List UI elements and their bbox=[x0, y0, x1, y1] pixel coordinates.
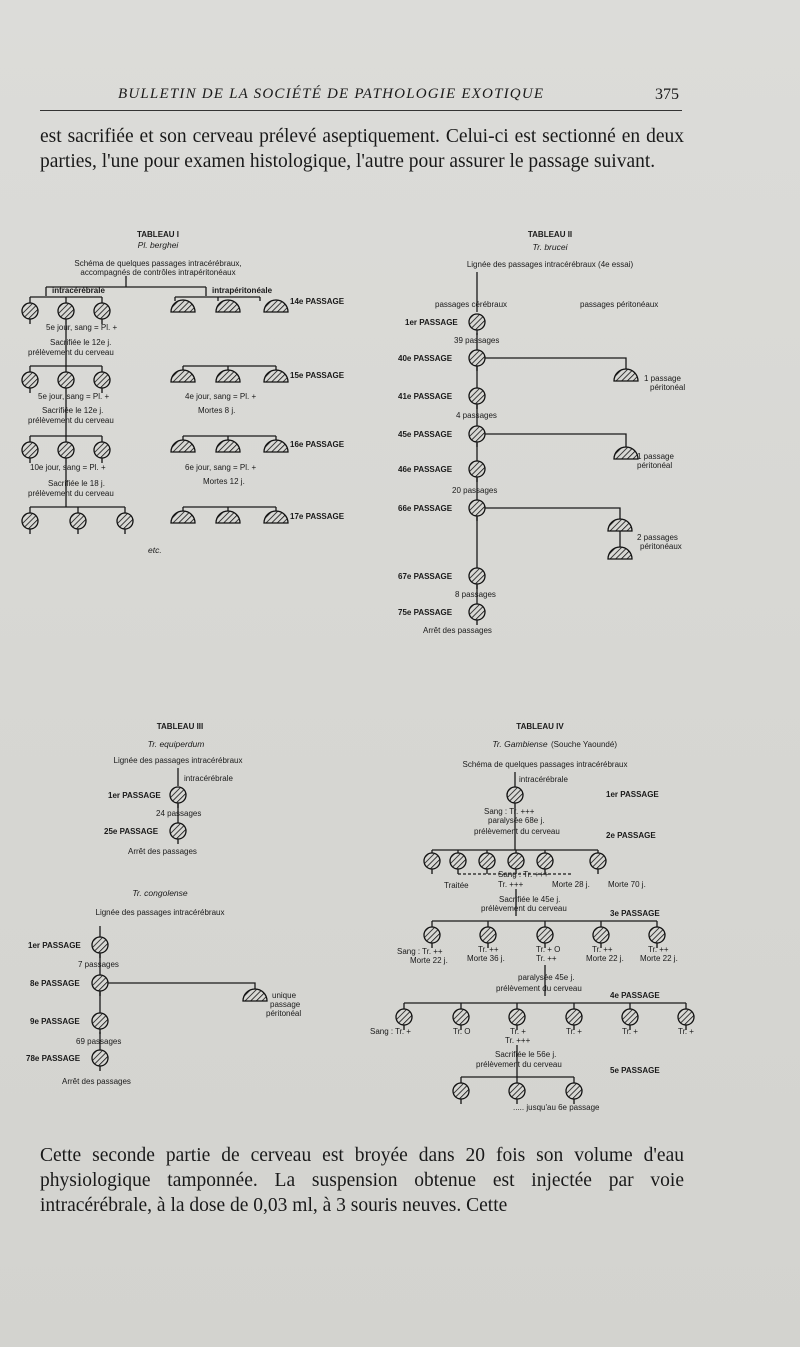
route-intraperitoneal: intrapéritonéale bbox=[212, 286, 273, 295]
t4-d2b: Morte 36 j. bbox=[467, 954, 505, 963]
t4-f3b: Tr. +++ bbox=[505, 1036, 531, 1045]
cg-end: Arrêt des passages bbox=[62, 1077, 131, 1086]
t4-d5b: Morte 22 j. bbox=[640, 954, 678, 963]
note-15-day: 5e jour, sang = Pl. + bbox=[38, 392, 110, 401]
note-16-ip-death: Mortes 12 j. bbox=[203, 477, 245, 486]
congolense-species: Tr. congolense bbox=[132, 888, 188, 898]
tableau-1-title: TABLEAU I bbox=[136, 230, 180, 239]
t4-b3: Tr. +++ bbox=[498, 880, 524, 889]
tableau-4-caption: Schéma de quelques passages intracérébraux bbox=[462, 760, 628, 769]
note-16-day: 10e jour, sang = Pl. + bbox=[30, 463, 106, 472]
t4-e2: prélèvement du cerveau bbox=[496, 984, 582, 993]
passage-17: 17e PASSAGE bbox=[290, 512, 345, 521]
tableau-4-species: Tr. Gambiense bbox=[492, 739, 548, 749]
t4-g1: Sacrifiée le 56e j. bbox=[495, 1050, 557, 1059]
cg-passage-78: 78e PASSAGE bbox=[26, 1054, 81, 1063]
t4-f2: Tr. O bbox=[453, 1027, 471, 1036]
tableau-4-strain: (Souche Yaoundé) bbox=[551, 740, 617, 749]
note-16-brain: prélèvement du cerveau bbox=[28, 489, 114, 498]
t4-a3: prélèvement du cerveau bbox=[474, 827, 560, 836]
t4-passage-4: 4e PASSAGE bbox=[610, 991, 660, 1000]
paragraph-top: est sacrifiée et son cerveau prélevé aseptiquement. Celui-ci est sectionné en deux parties, l'une pour examen histologique, l'autre pour assurer le passage suivant. bbox=[40, 126, 684, 172]
paragraph-bottom: Cette seconde partie de cerveau est broyée dans 20 fois son volume d'eau physiologique tamponnée. La suspension obtenue est injectée par voie intracérébrale, à la dose de 0,03 ml, à 3 souris neuves. Cette bbox=[40, 1145, 684, 1216]
t4-b6: Sacrifiée le 45e j. bbox=[499, 895, 561, 904]
cg-passage-9: 9e PASSAGE bbox=[30, 1017, 80, 1026]
t4-g2: prélèvement du cerveau bbox=[476, 1060, 562, 1069]
t3-count-24: 24 passages bbox=[156, 809, 202, 818]
note-14-brain: prélèvement du cerveau bbox=[28, 348, 114, 357]
tableau-2-caption: Lignée des passages intracérébraux (4e essai) bbox=[466, 260, 634, 269]
tableau-1-caption-2: accompagnés de contrôles intrapéritonéaux bbox=[80, 268, 236, 277]
t2-count-4: 4 passages bbox=[456, 411, 497, 420]
t4-passage-3: 3e PASSAGE bbox=[610, 909, 660, 918]
t2-passage-67: 67e PASSAGE bbox=[398, 572, 453, 581]
t4-f3: Tr. + bbox=[510, 1027, 526, 1036]
t4-d3: Tr. + O bbox=[536, 945, 561, 954]
t4-passage-1: 1er PASSAGE bbox=[606, 790, 659, 799]
t2-count-8: 8 passages bbox=[455, 590, 496, 599]
tableau-2-title: TABLEAU II bbox=[527, 230, 573, 239]
t4-a1: Sang : Tr. +++ bbox=[484, 807, 535, 816]
t2-peri-3b: péritonéaux bbox=[640, 542, 682, 551]
tableau-1 bbox=[22, 230, 345, 555]
t4-blood-label-1: Sang : bbox=[397, 947, 421, 956]
t2-end: Arrêt des passages bbox=[423, 626, 492, 635]
t2-passage-40: 40e PASSAGE bbox=[398, 354, 453, 363]
t2-passage-41: 41e PASSAGE bbox=[398, 392, 453, 401]
t4-f5: Tr. + bbox=[622, 1027, 638, 1036]
cg-unique: unique bbox=[272, 991, 297, 1000]
t4-dead-70: Morte 70 j. bbox=[608, 880, 646, 889]
passage-15: 15e PASSAGE bbox=[290, 371, 345, 380]
tableau-4 bbox=[370, 722, 694, 1112]
cg-passage-8: 8e PASSAGE bbox=[30, 979, 80, 988]
t4-b1: Sang : Tr. +++ bbox=[498, 870, 549, 879]
route-intracerebral: intracérébrale bbox=[52, 286, 105, 295]
t2-peri-2a: 1 passage bbox=[637, 452, 674, 461]
cg-passage-1: 1er PASSAGE bbox=[28, 941, 81, 950]
t4-f6: Tr. + bbox=[678, 1027, 694, 1036]
t4-passage-5: 5e PASSAGE bbox=[610, 1066, 660, 1075]
t4-f1: Tr. + bbox=[395, 1027, 411, 1036]
note-15-brain: prélèvement du cerveau bbox=[28, 416, 114, 425]
note-15-sacrifice: Sacrifiée le 12e j. bbox=[42, 406, 104, 415]
t4-passage-2: 2e PASSAGE bbox=[606, 831, 656, 840]
tableau-congolense bbox=[26, 888, 301, 1086]
t4-f4: Tr. + bbox=[566, 1027, 582, 1036]
tableau-3-title: TABLEAU III bbox=[156, 722, 204, 731]
note-15-ip-death: Mortes 8 j. bbox=[198, 406, 236, 415]
cg-count-69: 69 passages bbox=[76, 1037, 122, 1046]
t4-d3b: Tr. ++ bbox=[536, 954, 557, 963]
t3-passage-1: 1er PASSAGE bbox=[108, 791, 161, 800]
running-title: BULLETIN DE LA SOCIÉTÉ DE PATHOLOGIE EXOTIQUE bbox=[118, 86, 545, 102]
column-peritoneal: passages péritonéaux bbox=[580, 300, 659, 309]
tableau-1-species: Pl. berghei bbox=[137, 240, 179, 250]
t3-passage-25: 25e PASSAGE bbox=[104, 827, 159, 836]
tableau-2 bbox=[398, 230, 685, 635]
t2-peri-1b: péritonéal bbox=[650, 383, 686, 392]
t4-dead-28: Morte 28 j. bbox=[552, 880, 590, 889]
note-14-day: 5e jour, sang = Pl. + bbox=[46, 323, 118, 332]
column-cerebral: passages cérébraux bbox=[435, 300, 508, 309]
note-15-ip-day: 4e jour, sang = Pl. + bbox=[185, 392, 257, 401]
note-16-ip-day: 6e jour, sang = Pl. + bbox=[185, 463, 257, 472]
t4-e1: paralysée 45e j. bbox=[518, 973, 575, 982]
note-14-sacrifice: Sacrifiée le 12e j. bbox=[50, 338, 112, 347]
t2-peri-3a: 2 passages bbox=[637, 533, 678, 542]
t2-peri-2b: péritonéal bbox=[637, 461, 673, 470]
t4-d4: Tr. ++ bbox=[592, 945, 613, 954]
tableau-3 bbox=[104, 722, 242, 856]
t4-d4b: Morte 22 j. bbox=[586, 954, 624, 963]
t4-b7: prélèvement du cerveau bbox=[481, 904, 567, 913]
t4-d1b: Morte 22 j. bbox=[410, 956, 448, 965]
cg-count-7: 7 passages bbox=[78, 960, 119, 969]
t2-peri-1a: 1 passage bbox=[644, 374, 681, 383]
t2-count-39: 39 passages bbox=[454, 336, 500, 345]
note-16-sacrifice: Sacrifiée le 18 j. bbox=[48, 479, 105, 488]
t4-a2: paralysée 68e j. bbox=[488, 816, 545, 825]
t2-count-20: 20 passages bbox=[452, 486, 498, 495]
t3-route: intracérébrale bbox=[184, 774, 233, 783]
t4-d1: Tr. ++ bbox=[422, 947, 443, 956]
tableau-4-title: TABLEAU IV bbox=[516, 722, 564, 731]
t4-blood-label-2: Sang : bbox=[370, 1027, 394, 1036]
passage-14: 14e PASSAGE bbox=[290, 297, 345, 306]
tableau-2-species: Tr. brucei bbox=[532, 242, 568, 252]
t4-treated: Traitée bbox=[444, 881, 469, 890]
t2-passage-66: 66e PASSAGE bbox=[398, 504, 453, 513]
t3-end: Arrêt des passages bbox=[128, 847, 197, 856]
congolense-caption: Lignée des passages intracérébraux bbox=[95, 908, 225, 917]
etc-label: etc. bbox=[148, 545, 162, 555]
t4-route: intracérébrale bbox=[519, 775, 568, 784]
t4-d5: Tr. ++ bbox=[648, 945, 669, 954]
t2-passage-45: 45e PASSAGE bbox=[398, 430, 453, 439]
passage-16: 16e PASSAGE bbox=[290, 440, 345, 449]
t2-passage-1: 1er PASSAGE bbox=[405, 318, 458, 327]
tableau-3-species: Tr. equiperdum bbox=[147, 739, 205, 749]
t4-end: ..... jusqu'au 6e passage bbox=[513, 1103, 600, 1112]
cg-unique-peri: péritonéal bbox=[266, 1009, 302, 1018]
tableau-3-caption: Lignée des passages intracérébraux bbox=[113, 756, 243, 765]
cg-unique-passage: passage bbox=[270, 1000, 301, 1009]
t4-d2: Tr. ++ bbox=[478, 945, 499, 954]
t2-passage-46: 46e PASSAGE bbox=[398, 465, 453, 474]
t2-passage-75: 75e PASSAGE bbox=[398, 608, 453, 617]
page-number: 375 bbox=[655, 86, 679, 103]
tableau-1-caption-1: Schéma de quelques passages intracérébraux, bbox=[74, 259, 242, 268]
